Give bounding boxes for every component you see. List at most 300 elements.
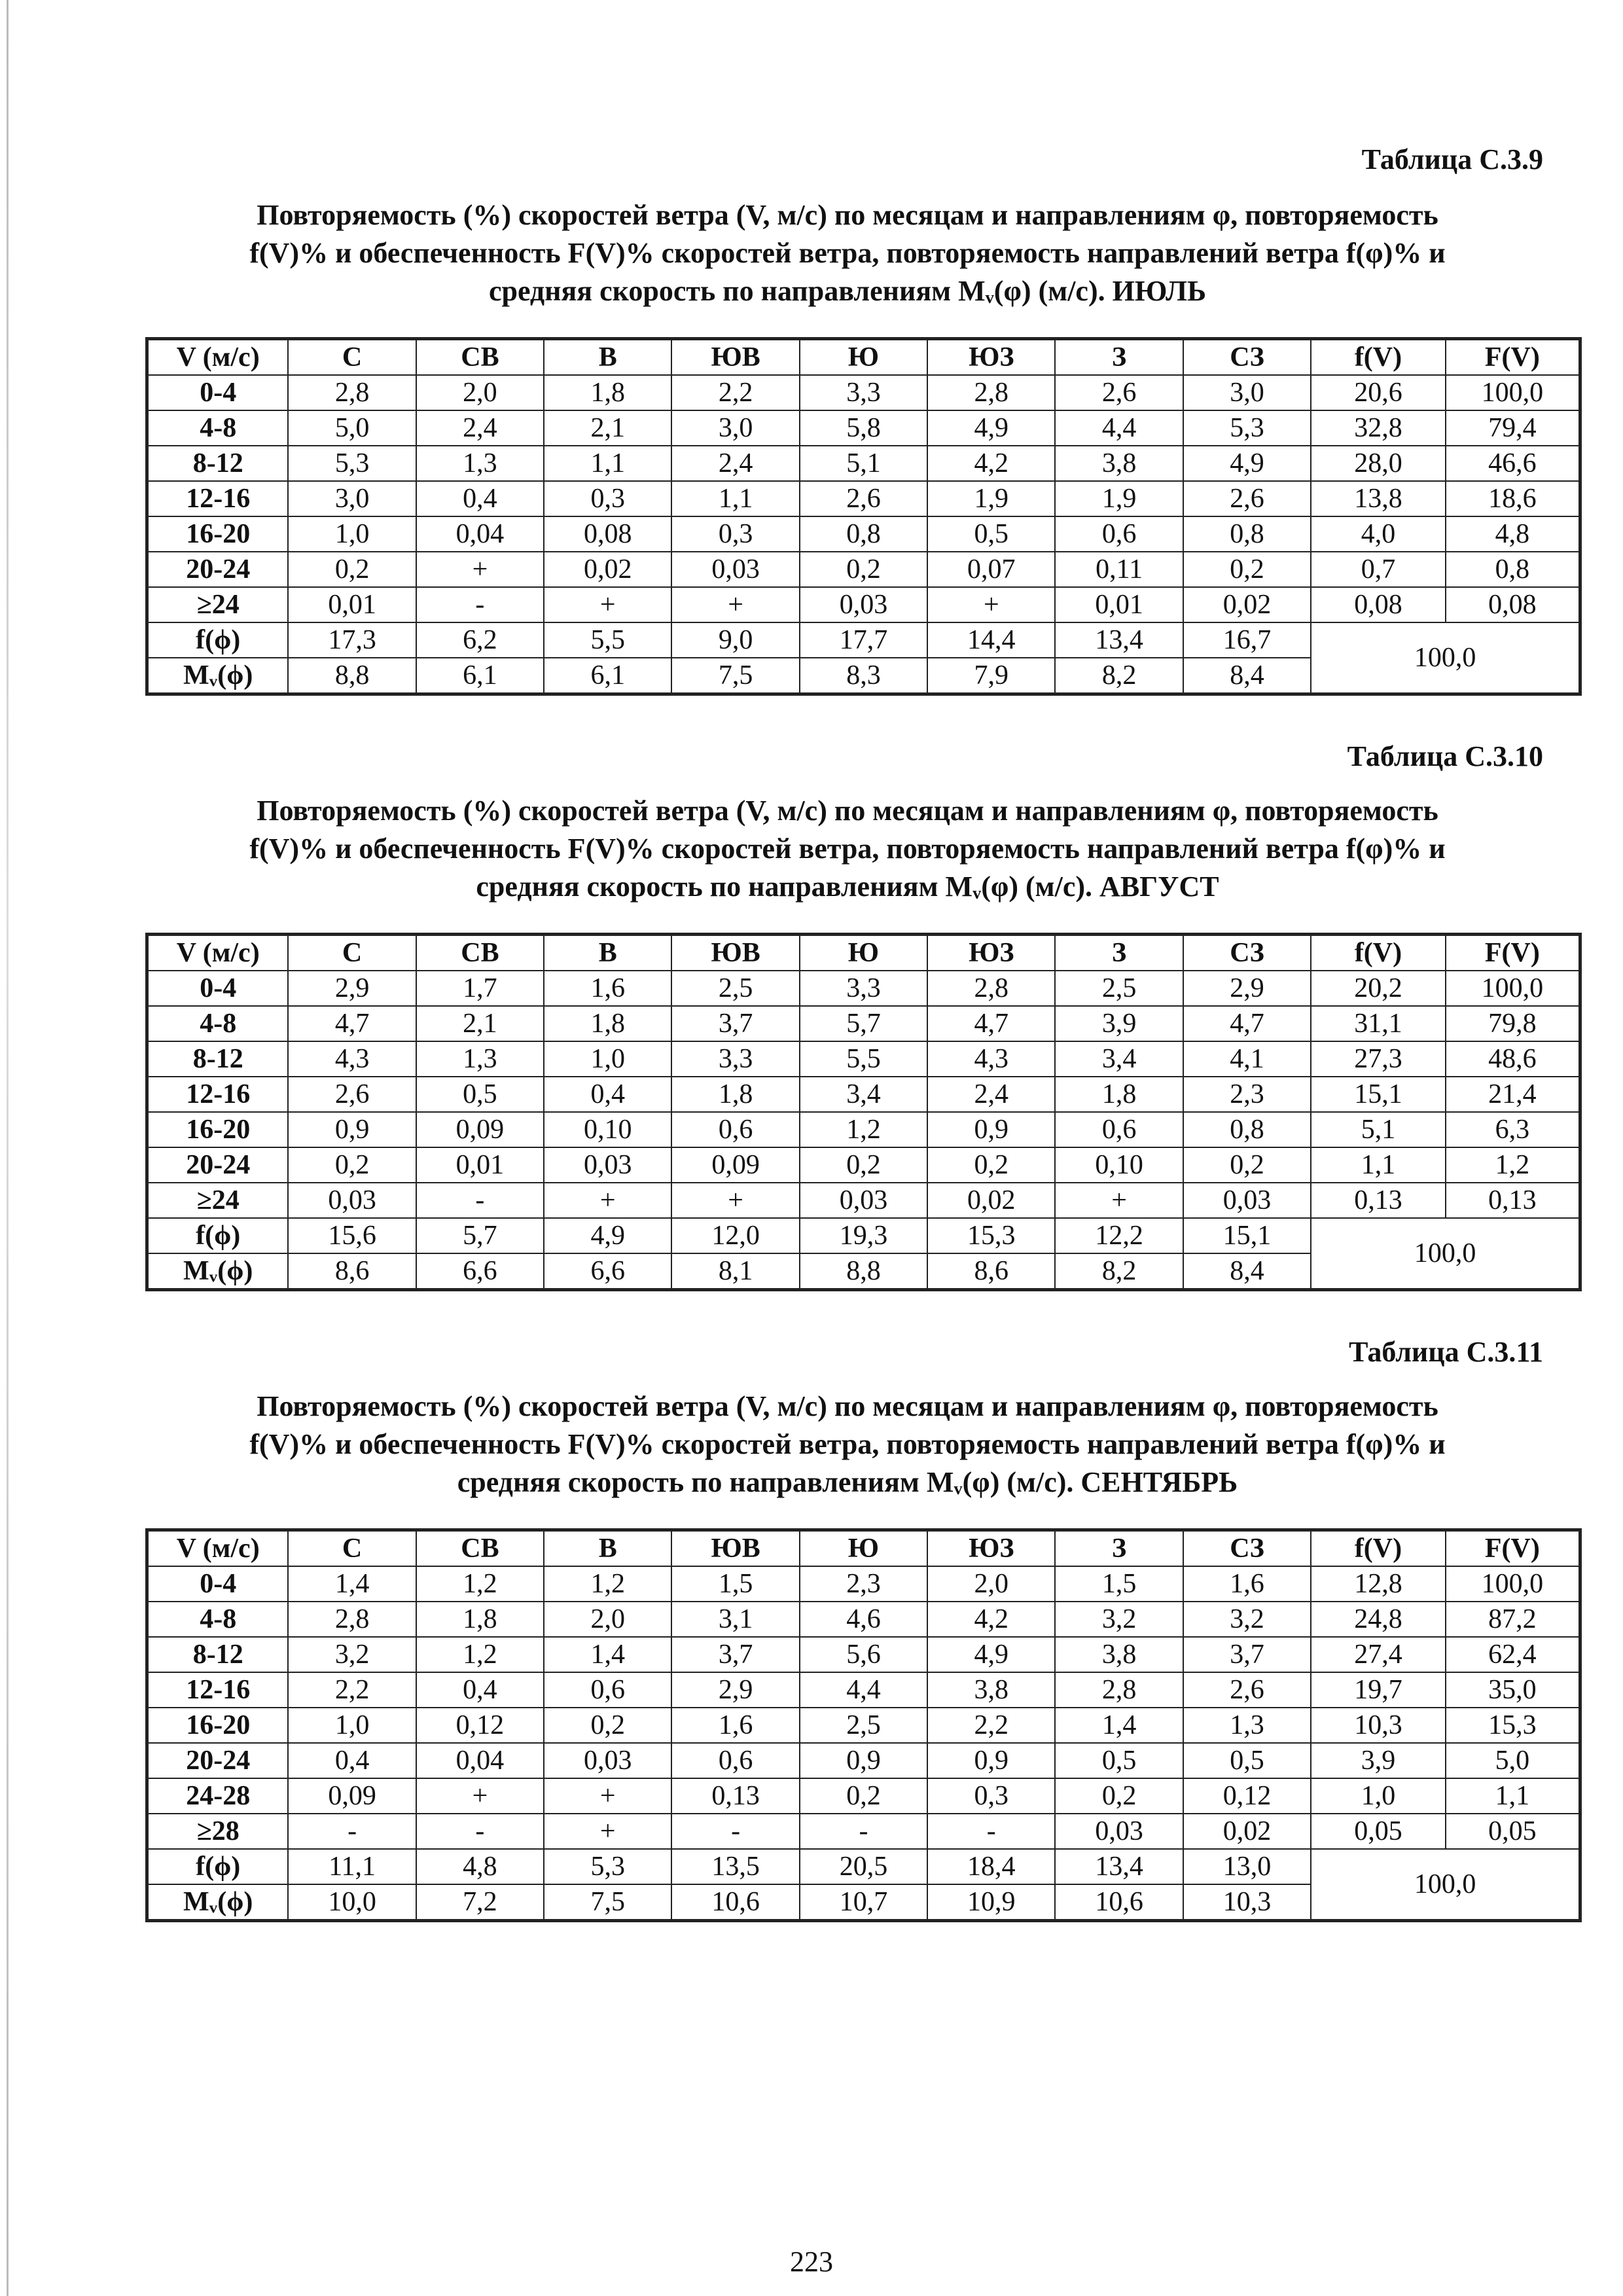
table-cell: + [1055, 1183, 1183, 1218]
table-cell: 0,6 [1055, 1112, 1183, 1147]
table-cell: 2,2 [927, 1708, 1055, 1743]
table-cell: 1,3 [416, 1041, 544, 1077]
table-cell: 1,4 [288, 1566, 416, 1602]
table-cell: 2,4 [927, 1077, 1055, 1112]
speed-range-label: 16-20 [147, 1708, 289, 1743]
table-cell: 13,4 [1055, 622, 1183, 658]
table-row [147, 1566, 1580, 1602]
table-cell: 62,4 [1446, 1637, 1580, 1672]
table-cell: 8,8 [800, 1253, 927, 1290]
caption-line: f(V)% и обеспеченность F(V)% скоростей ветра, повторяемость направлений ветра f(φ)% и [249, 1428, 1446, 1460]
table-cell: 0,02 [1183, 587, 1311, 622]
table-cell: 18,6 [1446, 481, 1580, 516]
table-cell: 1,1 [544, 446, 671, 481]
column-header: ЮЗ [927, 1530, 1055, 1567]
column-header: С [288, 339, 416, 376]
table-cell: 12,2 [1055, 1218, 1183, 1253]
table-cell: 1,0 [288, 516, 416, 552]
table-caption [151, 196, 1544, 310]
table-cell: 3,2 [1055, 1602, 1183, 1637]
table-cell: 8,3 [800, 658, 927, 694]
table-cell: 4,3 [288, 1041, 416, 1077]
table-cell: 1,8 [1055, 1077, 1183, 1112]
wind-table [145, 933, 1582, 1291]
table-number: Таблица С.3.10 [1347, 740, 1543, 772]
table-cell: 100,0 [1446, 375, 1580, 410]
table-cell: 27,4 [1311, 1637, 1446, 1672]
table-cell: 5,8 [800, 410, 927, 446]
column-header: З [1055, 1530, 1183, 1567]
table-cell: 2,6 [288, 1077, 416, 1112]
table-cell: 0,04 [416, 1743, 544, 1778]
table-cell: 13,8 [1311, 481, 1446, 516]
scan-edge [7, 0, 9, 2296]
table-cell: 0,5 [1055, 1743, 1183, 1778]
table-cell: 2,6 [1055, 375, 1183, 410]
table-cell: 2,6 [1183, 481, 1311, 516]
column-header: f(V) [1311, 935, 1446, 971]
table-cell: 1,8 [671, 1077, 799, 1112]
table-cell: 1,0 [288, 1708, 416, 1743]
table-cell: 0,08 [1446, 587, 1580, 622]
column-header: З [1055, 339, 1183, 376]
table-cell: 0,03 [544, 1147, 671, 1183]
table-cell: 32,8 [1311, 410, 1446, 446]
table-cell: 0,2 [800, 1147, 927, 1183]
wind-table [145, 1528, 1582, 1922]
table-cell: 3,3 [800, 971, 927, 1006]
table-row [147, 446, 1580, 481]
total-cell: 100,0 [1311, 622, 1580, 694]
table-row [147, 1778, 1580, 1814]
table-cell: 31,1 [1311, 1006, 1446, 1041]
table-cell: 0,01 [1055, 587, 1183, 622]
table-cell: 8,8 [288, 658, 416, 694]
column-header: V (м/с) [147, 935, 289, 971]
column-header: ЮЗ [927, 339, 1055, 376]
table-cell: 15,1 [1183, 1218, 1311, 1253]
table-cell: 2,8 [927, 971, 1055, 1006]
table-cell: 1,9 [927, 481, 1055, 516]
table-cell: 4,0 [1311, 516, 1446, 552]
table-cell: 2,6 [1183, 1672, 1311, 1708]
column-header: Ю [800, 935, 927, 971]
speed-range-label: ≥24 [147, 1183, 289, 1218]
table-cell: 3,8 [1055, 446, 1183, 481]
column-header: СЗ [1183, 1530, 1311, 1567]
table-cell: 15,6 [288, 1218, 416, 1253]
table-cell: + [927, 587, 1055, 622]
table-cell: 100,0 [1446, 971, 1580, 1006]
table-cell: + [671, 1183, 799, 1218]
table-cell: 0,09 [288, 1778, 416, 1814]
table-cell: 0,4 [416, 481, 544, 516]
table-cell: - [416, 1183, 544, 1218]
table-row [147, 375, 1580, 410]
table-cell: + [416, 1778, 544, 1814]
table-cell: 2,5 [800, 1708, 927, 1743]
table-cell: 0,05 [1311, 1814, 1446, 1849]
table-cell: 0,8 [800, 516, 927, 552]
speed-range-label: 4-8 [147, 410, 289, 446]
table-cell: 0,4 [544, 1077, 671, 1112]
table-cell: 1,3 [1183, 1708, 1311, 1743]
table-cell: 0,3 [544, 481, 671, 516]
table-cell: 8,4 [1183, 658, 1311, 694]
table-cell: 10,3 [1183, 1884, 1311, 1921]
table-cell: 6,6 [544, 1253, 671, 1290]
table-cell: 3,4 [800, 1077, 927, 1112]
caption-line: Повторяемость (%) скоростей ветра (V, м/с) по месяцам и направлениям φ, повторяемость [257, 1390, 1438, 1422]
table-cell: 1,2 [416, 1566, 544, 1602]
row-label: f(ϕ) [147, 1849, 289, 1884]
table-cell: - [927, 1814, 1055, 1849]
table-cell: 1,5 [1055, 1566, 1183, 1602]
table-cell: 2,9 [1183, 971, 1311, 1006]
table-cell: 0,02 [544, 552, 671, 587]
table-cell: 6,3 [1446, 1112, 1580, 1147]
table-cell: 0,07 [927, 552, 1055, 587]
table-cell: 8,2 [1055, 1253, 1183, 1290]
table-cell: 0,02 [1183, 1814, 1311, 1849]
table-cell: 2,1 [416, 1006, 544, 1041]
column-header: ЮВ [671, 1530, 799, 1567]
table-cell: 0,03 [800, 1183, 927, 1218]
table-cell: 2,0 [416, 375, 544, 410]
table-cell: 18,4 [927, 1849, 1055, 1884]
table-cell: 0,2 [927, 1147, 1055, 1183]
speed-range-label: 20-24 [147, 1743, 289, 1778]
table-cell: 0,13 [1311, 1183, 1446, 1218]
table-cell: 12,8 [1311, 1566, 1446, 1602]
table-cell: 0,2 [1055, 1778, 1183, 1814]
column-header: СВ [416, 935, 544, 971]
table-cell: 3,8 [1055, 1637, 1183, 1672]
table-cell: 0,08 [1311, 587, 1446, 622]
table-cell: 3,9 [1311, 1743, 1446, 1778]
table-cell: 4,6 [800, 1602, 927, 1637]
table-cell: 0,8 [1183, 1112, 1311, 1147]
table-cell: 19,7 [1311, 1672, 1446, 1708]
table-cell: 2,4 [416, 410, 544, 446]
speed-range-label: 16-20 [147, 516, 289, 552]
table-row [147, 1672, 1580, 1708]
column-header: С [288, 1530, 416, 1567]
table-cell: 79,8 [1446, 1006, 1580, 1041]
table-cell: 0,03 [800, 587, 927, 622]
table-cell: 4,4 [800, 1672, 927, 1708]
table-cell: 2,5 [671, 971, 799, 1006]
row-label: f(ϕ) [147, 1218, 289, 1253]
table-cell: 4,1 [1183, 1041, 1311, 1077]
column-header: V (м/с) [147, 1530, 289, 1567]
table-cell: 1,0 [1311, 1778, 1446, 1814]
table-cell: 1,6 [671, 1708, 799, 1743]
table-row [147, 1147, 1580, 1183]
table-cell: 1,2 [416, 1637, 544, 1672]
table-cell: 0,2 [288, 552, 416, 587]
table-cell: 2,9 [671, 1672, 799, 1708]
table-cell: 5,3 [544, 1849, 671, 1884]
table-row [147, 1183, 1580, 1218]
table-cell: 0,12 [416, 1708, 544, 1743]
table-row [147, 1637, 1580, 1672]
column-header: С [288, 935, 416, 971]
speed-range-label: 0-4 [147, 971, 289, 1006]
row-label: Mᵥ(ϕ) [147, 1253, 289, 1290]
column-header: Ю [800, 1530, 927, 1567]
table-cell: 100,0 [1446, 1566, 1580, 1602]
table-cell: 7,5 [544, 1884, 671, 1921]
table-cell: 4,9 [927, 410, 1055, 446]
table-cell: 1,2 [544, 1566, 671, 1602]
table-cell: 8,4 [1183, 1253, 1311, 1290]
table-cell: 0,9 [927, 1743, 1055, 1778]
table-cell: 0,01 [288, 587, 416, 622]
speed-range-label: 20-24 [147, 1147, 289, 1183]
table-cell: 0,05 [1446, 1814, 1580, 1849]
table-cell: 1,4 [544, 1637, 671, 1672]
table-cell: 2,0 [927, 1566, 1055, 1602]
table-cell: 5,0 [1446, 1743, 1580, 1778]
table-cell: 0,8 [1183, 516, 1311, 552]
table-cell: + [416, 552, 544, 587]
table-cell: 15,1 [1311, 1077, 1446, 1112]
table-cell: 0,2 [800, 552, 927, 587]
table-cell: 0,2 [288, 1147, 416, 1183]
direction-frequency-row [147, 1218, 1580, 1253]
table-cell: 0,03 [544, 1743, 671, 1778]
table-cell: - [671, 1814, 799, 1849]
table-cell: 1,7 [416, 971, 544, 1006]
column-header: ЮВ [671, 935, 799, 971]
direction-frequency-row [147, 1849, 1580, 1884]
table-cell: 0,5 [927, 516, 1055, 552]
table-cell: 5,1 [1311, 1112, 1446, 1147]
table-row [147, 1602, 1580, 1637]
table-cell: 24,8 [1311, 1602, 1446, 1637]
table-cell: 16,7 [1183, 622, 1311, 658]
column-header: З [1055, 935, 1183, 971]
table-cell: 10,6 [671, 1884, 799, 1921]
table-cell: 4,2 [927, 1602, 1055, 1637]
table-cell: 0,6 [544, 1672, 671, 1708]
table-cell: 1,8 [544, 1006, 671, 1041]
table-cell: 2,8 [288, 1602, 416, 1637]
table-cell: 9,0 [671, 622, 799, 658]
table-cell: 15,3 [927, 1218, 1055, 1253]
table-cell: 10,6 [1055, 1884, 1183, 1921]
table-cell: 20,5 [800, 1849, 927, 1884]
table-cell: 87,2 [1446, 1602, 1580, 1637]
table-cell: 0,6 [671, 1743, 799, 1778]
table-cell: 0,12 [1183, 1778, 1311, 1814]
table-cell: 6,1 [544, 658, 671, 694]
table-row [147, 971, 1580, 1006]
table-cell: 3,8 [927, 1672, 1055, 1708]
table-cell: 0,10 [544, 1112, 671, 1147]
table-cell: 5,5 [800, 1041, 927, 1077]
table-cell: 1,0 [544, 1041, 671, 1077]
table-cell: 4,4 [1055, 410, 1183, 446]
table-cell: - [416, 1814, 544, 1849]
table-caption [151, 1388, 1544, 1501]
table-row [147, 1814, 1580, 1849]
table-cell: 46,6 [1446, 446, 1580, 481]
table-cell: 0,13 [671, 1778, 799, 1814]
table-row [147, 1077, 1580, 1112]
table-cell: 0,08 [544, 516, 671, 552]
table-row [147, 1708, 1580, 1743]
column-header: ЮВ [671, 339, 799, 376]
table-cell: 1,5 [671, 1566, 799, 1602]
table-cell: 8,6 [288, 1253, 416, 1290]
table-header-row [147, 339, 1580, 376]
table-row [147, 516, 1580, 552]
column-header: СВ [416, 1530, 544, 1567]
table-cell: 5,7 [800, 1006, 927, 1041]
speed-range-label: 12-16 [147, 481, 289, 516]
table-cell: 12,0 [671, 1218, 799, 1253]
table-number: Таблица С.3.11 [1349, 1336, 1543, 1368]
table-cell: 0,2 [544, 1708, 671, 1743]
table-cell: 3,2 [1183, 1602, 1311, 1637]
column-header: В [544, 339, 671, 376]
table-cell: + [544, 1778, 671, 1814]
table-cell: 2,3 [800, 1566, 927, 1602]
table-cell: 1,8 [544, 375, 671, 410]
table-cell: 1,9 [1055, 481, 1183, 516]
table-cell: + [544, 1814, 671, 1849]
table-cell: 2,9 [288, 971, 416, 1006]
table-cell: 0,02 [927, 1183, 1055, 1218]
table-row [147, 410, 1580, 446]
table-cell: 3,3 [800, 375, 927, 410]
speed-range-label: 8-12 [147, 446, 289, 481]
table-cell: - [416, 587, 544, 622]
speed-range-label: 12-16 [147, 1077, 289, 1112]
table-cell: 1,6 [544, 971, 671, 1006]
table-cell: 0,9 [800, 1743, 927, 1778]
table-cell: 0,03 [1183, 1183, 1311, 1218]
table-cell: 2,6 [800, 481, 927, 516]
table-cell: 4,3 [927, 1041, 1055, 1077]
total-cell: 100,0 [1311, 1218, 1580, 1290]
table-cell: 0,09 [416, 1112, 544, 1147]
table-cell: 0,3 [927, 1778, 1055, 1814]
table-cell: 5,7 [416, 1218, 544, 1253]
column-header: F(V) [1446, 1530, 1580, 1567]
table-row [147, 1006, 1580, 1041]
table-caption [151, 792, 1544, 906]
wind-table [145, 337, 1582, 696]
table-cell: 17,7 [800, 622, 927, 658]
table-cell: 3,2 [288, 1637, 416, 1672]
caption-line: f(V)% и обеспеченность F(V)% скоростей ветра, повторяемость направлений ветра f(φ)% и [249, 237, 1446, 269]
table-cell: 3,7 [671, 1637, 799, 1672]
column-header: V (м/с) [147, 339, 289, 376]
table-cell: 35,0 [1446, 1672, 1580, 1708]
table-cell: 1,6 [1183, 1566, 1311, 1602]
table-cell: 0,2 [800, 1778, 927, 1814]
table-cell: 79,4 [1446, 410, 1580, 446]
table-cell: + [671, 587, 799, 622]
table-cell: 8,2 [1055, 658, 1183, 694]
table-cell: 8,6 [927, 1253, 1055, 1290]
table-cell: 6,1 [416, 658, 544, 694]
table-number: Таблица С.3.9 [1361, 143, 1543, 175]
page-number: 223 [790, 2246, 833, 2278]
table-cell: 0,3 [671, 516, 799, 552]
row-label: Mᵥ(ϕ) [147, 658, 289, 694]
table-cell: 4,7 [927, 1006, 1055, 1041]
caption-line: средняя скорость по направлениям Mᵥ(φ) (м/с). ИЮЛЬ [488, 275, 1207, 307]
table-cell: - [800, 1814, 927, 1849]
table-cell: 0,03 [288, 1183, 416, 1218]
table-cell: 2,0 [544, 1602, 671, 1637]
table-cell: 0,03 [1055, 1814, 1183, 1849]
table-cell: 2,1 [544, 410, 671, 446]
table-cell: 0,04 [416, 516, 544, 552]
speed-range-label: 24-28 [147, 1778, 289, 1814]
table-cell: 4,7 [1183, 1006, 1311, 1041]
speed-range-label: 16-20 [147, 1112, 289, 1147]
table-cell: 3,7 [671, 1006, 799, 1041]
table-cell: + [544, 1183, 671, 1218]
table-row [147, 1112, 1580, 1147]
row-label: Mᵥ(ϕ) [147, 1884, 289, 1921]
table-cell: 1,2 [800, 1112, 927, 1147]
table-cell: 28,0 [1311, 446, 1446, 481]
table-cell: 1,3 [416, 446, 544, 481]
table-cell: 0,11 [1055, 552, 1183, 587]
table-cell: 1,1 [1446, 1778, 1580, 1814]
table-cell: 0,09 [671, 1147, 799, 1183]
speed-range-label: 12-16 [147, 1672, 289, 1708]
table-cell: 3,3 [671, 1041, 799, 1077]
table-cell: 2,2 [288, 1672, 416, 1708]
table-cell: 4,8 [1446, 516, 1580, 552]
table-row [147, 587, 1580, 622]
column-header: F(V) [1446, 935, 1580, 971]
table-cell: 13,4 [1055, 1849, 1183, 1884]
speed-range-label: 20-24 [147, 552, 289, 587]
table-cell: 4,9 [544, 1218, 671, 1253]
speed-range-label: ≥24 [147, 587, 289, 622]
table-cell: 1,2 [1446, 1147, 1580, 1183]
direction-frequency-row [147, 622, 1580, 658]
row-label: f(ϕ) [147, 622, 289, 658]
speed-range-label: 8-12 [147, 1637, 289, 1672]
table-cell: 0,2 [1183, 552, 1311, 587]
caption-line: Повторяемость (%) скоростей ветра (V, м/с) по месяцам и направлениям φ, повторяемость [257, 795, 1438, 827]
table-cell: 2,2 [671, 375, 799, 410]
table-cell: 5,3 [288, 446, 416, 481]
table-cell: 0,6 [671, 1112, 799, 1147]
table-cell: 3,0 [288, 481, 416, 516]
table-cell: 0,9 [927, 1112, 1055, 1147]
table-cell: 8,1 [671, 1253, 799, 1290]
table-row [147, 481, 1580, 516]
table-cell: 10,3 [1311, 1708, 1446, 1743]
table-cell: 2,5 [1055, 971, 1183, 1006]
table-cell: 0,5 [1183, 1743, 1311, 1778]
column-header: f(V) [1311, 339, 1446, 376]
column-header: СЗ [1183, 935, 1311, 971]
caption-line: средняя скорость по направлениям Mᵥ(φ) (м/с). АВГУСТ [476, 870, 1219, 903]
table-cell: 3,7 [1183, 1637, 1311, 1672]
column-header: В [544, 1530, 671, 1567]
